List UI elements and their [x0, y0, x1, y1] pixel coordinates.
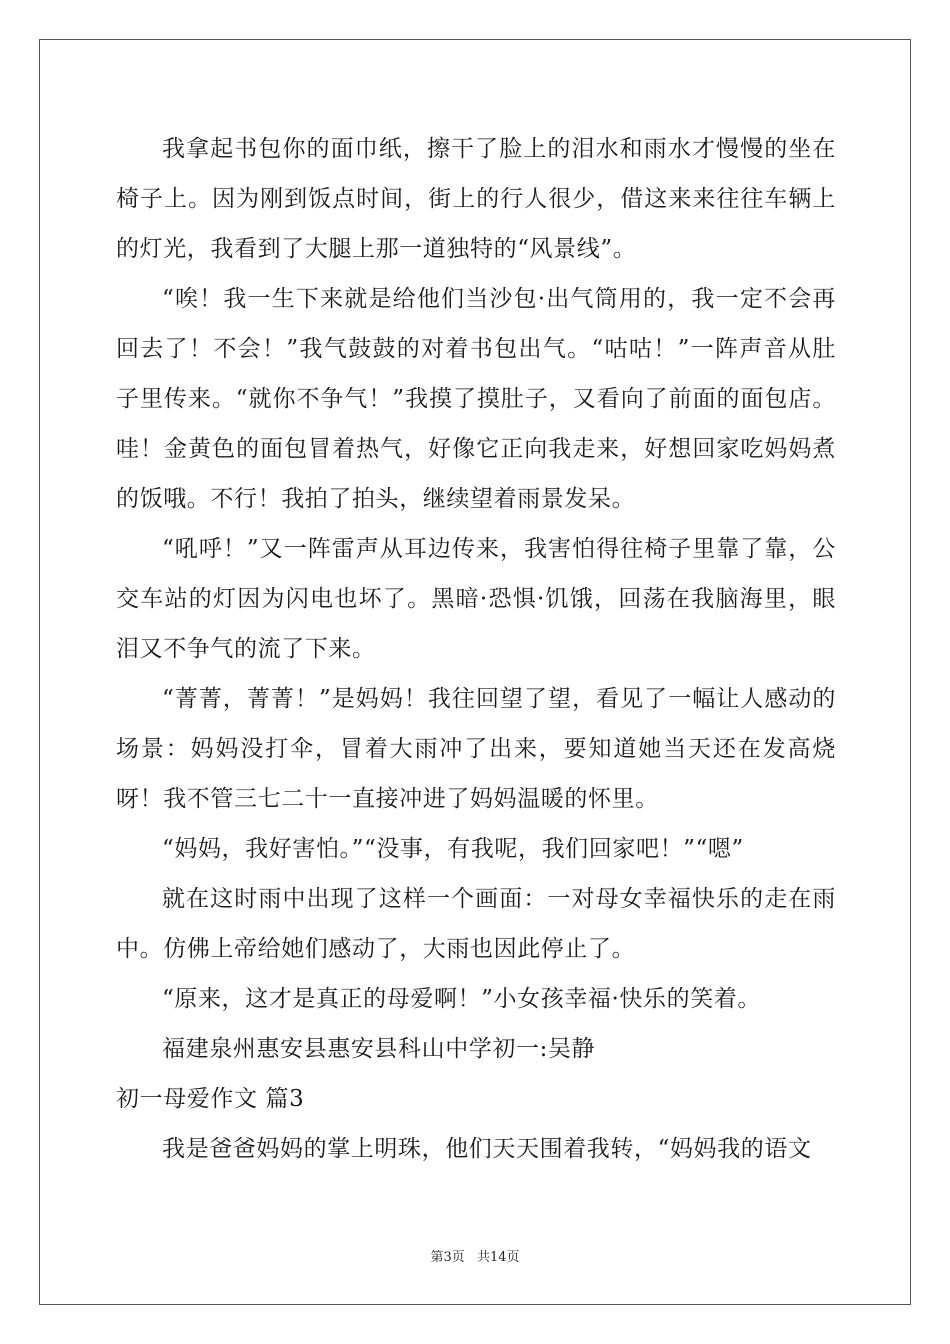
paragraph-6: 就在这时雨中出现了这样一个画面：一对母女幸福快乐的走在雨中。仿佛上帝给她们感动了，大雨也因此停止了。 — [116, 886, 836, 962]
total-pages: 共14页 — [476, 1250, 520, 1265]
paragraph-7: “原来，这才是真正的母爱啊！”小女孩幸福·快乐的笑着。 — [162, 986, 762, 1012]
author-line: 福建泉州惠安县惠安县科山中学初一:吴静 — [162, 1036, 596, 1062]
page-footer — [0, 1246, 950, 1265]
paragraph-3: “吼呼！”又一阵雷声从耳边传来，我害怕得往椅子里靠了靠，公交车站的灯因为闪电也坏了。黑暗·恐惧·饥饿，回荡在我脑海里，眼泪又不争气的流了下来。 — [116, 536, 836, 662]
section-heading: 初一母爱作文 篇3 — [116, 1086, 305, 1112]
paragraph-5: “妈妈，我好害怕。”“没事，有我呢，我们回家吧！”“嗯” — [162, 836, 744, 862]
page-number: 第3页 — [430, 1250, 465, 1265]
paragraph-1: 我拿起书包你的面巾纸，擦干了脸上的泪水和雨水才慢慢的坐在椅子上。因为刚到饭点时间，街上的行人很少，借这来来往往车辆上的灯光，我看到了大腿上那一道独特的“风景线”。 — [116, 136, 836, 262]
paragraph-8: 我是爸爸妈妈的掌上明珠，他们天天围着我转，“妈妈我的语文 — [162, 1136, 812, 1162]
paragraph-2: “唉！我一生下来就是给他们当沙包·出气筒用的，我一定不会再回去了！不会！”我气鼓鼓的对着书包出气。“咕咕！”一阵声音从肚子里传来。“就你不争气！”我摸了摸肚子，又看向了前面的面包店。哇！金黄色的面包冒着热气，好像它正向我走来，好想回家吃妈妈煮的饭哦。不行！我拍了拍头，继续望着雨景发呆。 — [116, 286, 836, 512]
document-body — [116, 124, 836, 1174]
paragraph-4: “菁菁，菁菁！”是妈妈！我往回望了望，看见了一幅让人感动的场景：妈妈没打伞，冒着大雨冲了出来，要知道她当天还在发高烧呀！我不管三七二十一直接冲进了妈妈温暖的怀里。 — [116, 686, 836, 812]
